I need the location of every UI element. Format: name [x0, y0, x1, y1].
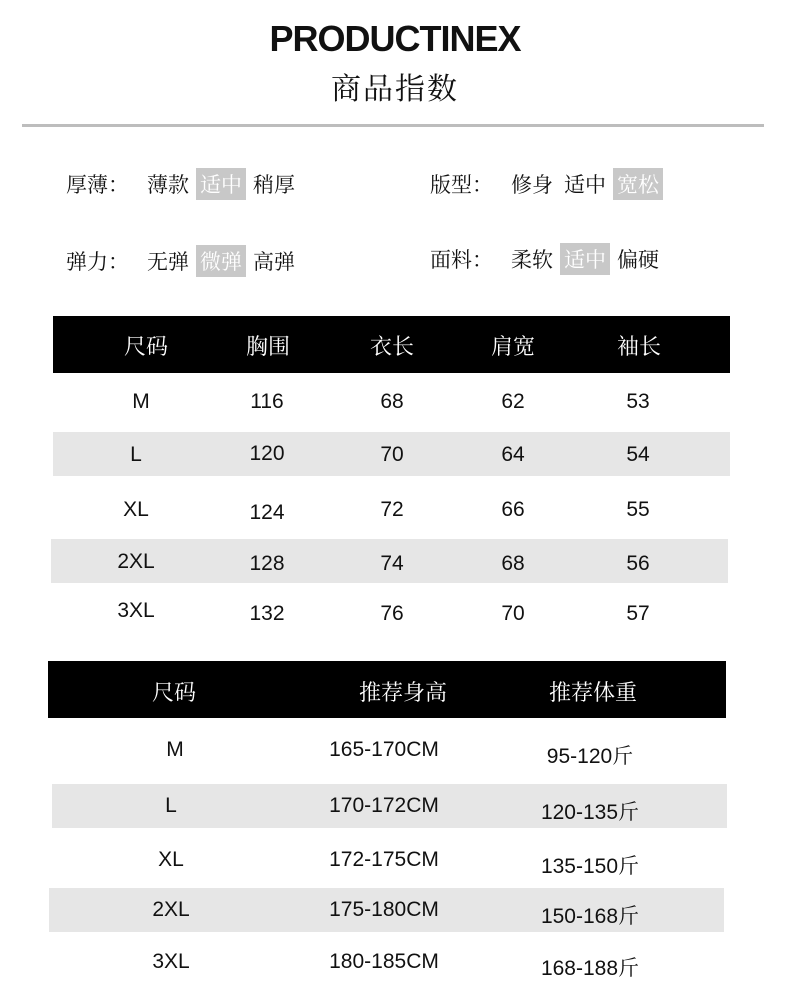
attr-label: 面料： — [430, 248, 493, 272]
table-row — [52, 838, 727, 882]
table-row — [53, 487, 730, 531]
table-cell: 70 — [501, 602, 525, 625]
table-cell: 53 — [626, 390, 650, 413]
table-cell: 72 — [380, 498, 404, 521]
table-row — [51, 539, 728, 583]
table-cell: 124 — [249, 501, 285, 524]
table-cell: 76 — [380, 602, 404, 625]
table-cell: M — [132, 390, 150, 413]
table-row — [53, 590, 730, 634]
table-cell: 3XL — [152, 950, 190, 973]
table-cell: 57 — [626, 602, 650, 625]
table-row — [53, 380, 730, 424]
table-cell: 120 — [249, 442, 285, 465]
table-cell: 68 — [501, 552, 525, 575]
table-cell: 2XL — [152, 898, 190, 921]
table-row — [52, 784, 727, 828]
table-cell: 68 — [380, 390, 404, 413]
table-cell: 74 — [380, 552, 404, 575]
attr-option: 修身 — [511, 173, 553, 197]
table-row — [53, 432, 730, 476]
table-cell: 70 — [380, 443, 404, 466]
header-cell: 推荐身高 — [358, 681, 447, 706]
page-subtitle: 商品指数 — [331, 72, 459, 107]
table-cell: 165-170CM — [329, 738, 439, 761]
table-cell: L — [130, 443, 142, 466]
table-cell: 2XL — [117, 550, 155, 573]
attr-option-selected: 微弹 — [196, 245, 246, 277]
header-cell: 肩宽 — [490, 335, 535, 360]
attr-label: 厚薄： — [66, 173, 129, 197]
table-cell: L — [165, 794, 177, 817]
header-cell: 推荐体重 — [548, 681, 637, 706]
table-cell: 64 — [501, 443, 525, 466]
header-cell: 尺码 — [123, 335, 168, 360]
table-cell: 170-172CM — [329, 794, 439, 817]
attr-option: 薄款 — [147, 173, 189, 197]
attr-option: 无弹 — [147, 250, 189, 274]
attr-option-selected: 宽松 — [613, 168, 663, 200]
attr-option: 稍厚 — [253, 173, 295, 197]
table-cell: 66 — [501, 498, 525, 521]
table-cell: 56 — [626, 552, 650, 575]
table-row — [49, 888, 724, 932]
header-cell: 衣长 — [369, 335, 414, 360]
table-cell: 172-175CM — [329, 848, 439, 871]
attr-option: 柔软 — [511, 248, 553, 272]
brand-title: PRODUCTINEX — [269, 18, 521, 59]
table-cell: 128 — [249, 552, 285, 575]
table-cell: M — [166, 738, 184, 761]
attr-fit — [430, 168, 666, 200]
table-row — [52, 940, 727, 984]
table-cell: 116 — [250, 390, 284, 413]
table-cell: 175-180CM — [329, 898, 439, 921]
attr-fabric — [430, 243, 666, 275]
attr-option: 适中 — [564, 173, 606, 197]
table-cell: 62 — [501, 390, 525, 413]
table-cell: 132 — [249, 602, 285, 625]
table-row — [52, 728, 727, 772]
attr-label: 弹力： — [66, 250, 129, 274]
header-cell: 尺码 — [151, 681, 196, 706]
table-cell: 95-120斤 — [546, 745, 634, 768]
table-cell: 135-150斤 — [540, 855, 640, 878]
header-cell: 胸围 — [245, 335, 290, 360]
table-cell: 55 — [626, 498, 650, 521]
attr-label: 版型： — [430, 173, 493, 197]
attr-option-selected: 适中 — [560, 243, 610, 275]
table-cell: 168-188斤 — [540, 957, 640, 980]
table-cell: XL — [158, 848, 184, 871]
table-cell: 180-185CM — [329, 950, 439, 973]
attr-elasticity — [66, 245, 302, 277]
divider — [22, 124, 764, 127]
size-table-header — [53, 316, 730, 373]
fit-table-header — [48, 661, 726, 718]
attr-option: 高弹 — [253, 250, 295, 274]
attr-option-selected: 适中 — [196, 168, 246, 200]
table-cell: 54 — [626, 443, 650, 466]
table-cell: 150-168斤 — [540, 905, 640, 928]
attr-option: 偏硬 — [617, 248, 659, 272]
attr-thickness — [66, 168, 302, 200]
table-cell: 120-135斤 — [540, 801, 640, 824]
header-cell: 袖长 — [616, 335, 661, 360]
table-cell: 3XL — [117, 599, 155, 622]
table-cell: XL — [123, 498, 149, 521]
